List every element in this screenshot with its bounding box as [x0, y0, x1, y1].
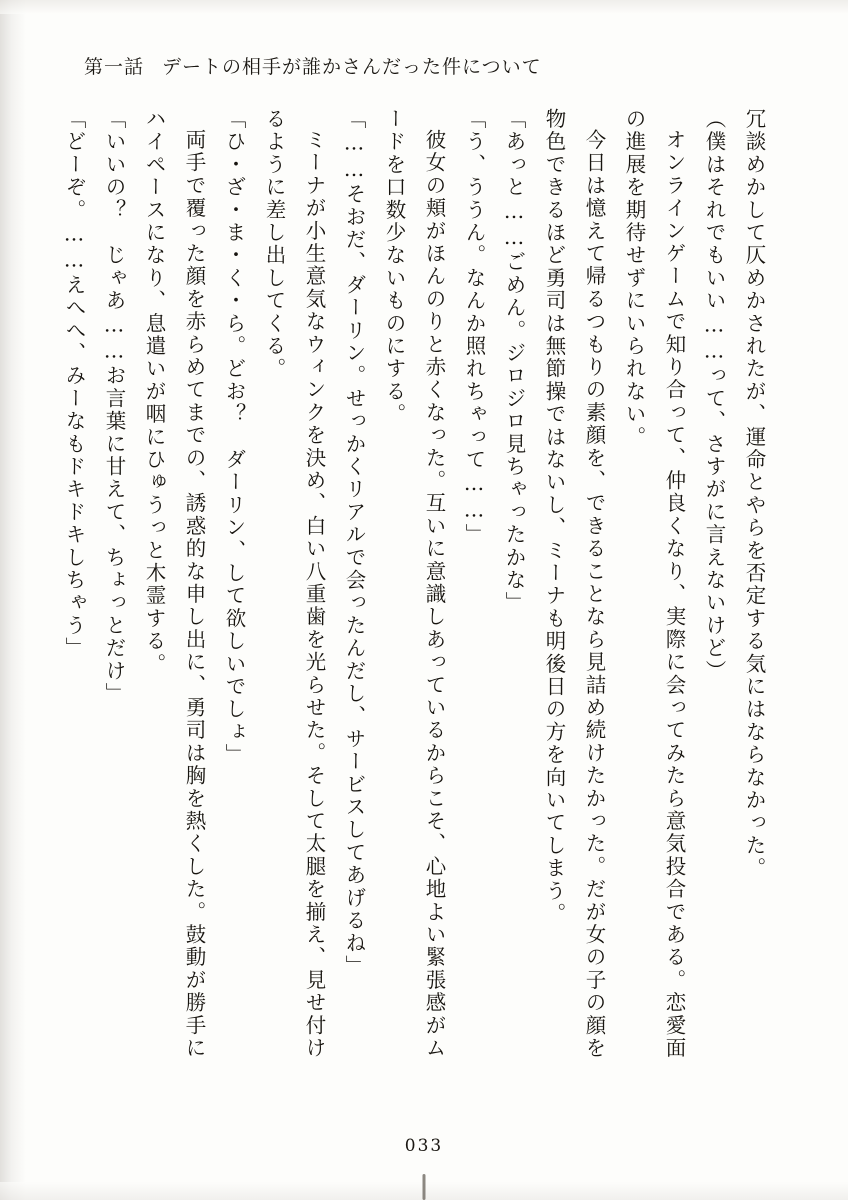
scan-edge-top — [0, 0, 848, 14]
paragraph: 両手で覆った顔を赤らめてまでの、誘惑的な申し出に、勇司は胸を熱くした。鼓動が勝手にハイペースになり、息遣いが咽にひゅうっと木霊する。 — [142, 108, 206, 1060]
paragraph: 彼女の頬がほんのりと赤くなった。互いに意識しあっているからこそ、心地よい緊張感がムードを口数少ないものにする。 — [382, 108, 446, 1060]
paragraph: 「う、ううん。なんか照れちゃって……」 — [462, 108, 486, 547]
paragraph: 「ひ・ざ・ま・く・ら。どお？ ダーリン、して欲しいでしょ」 — [222, 108, 246, 767]
spine-mark — [423, 1174, 426, 1200]
paragraph: 「どーぞ。……えへへ、みーなもドキドキしちゃう」 — [62, 108, 86, 660]
scan-edge-left — [0, 0, 26, 1200]
paragraph: ミーナが小生意気なウィンクを決め、白い八重歯を光らせた。そして太腿を揃え、見せ付けるように差し出してくる。 — [262, 108, 326, 1060]
chapter-number: 第一話 — [84, 56, 145, 78]
paragraph: （僕はそれでもいい……って、さすがに言えないけど） — [702, 108, 726, 683]
paragraph: 冗談めかして仄めかされたが、運命とやらを否定する気にはならなかった。 — [742, 108, 766, 880]
running-header — [84, 52, 542, 79]
paragraph: 「あっと……ごめん。ジロジロ見ちゃったかな」 — [502, 108, 526, 615]
paragraph: 「いいの？ じゃあ……お言葉に甘えて、ちょっとだけ」 — [102, 108, 126, 706]
paragraph: 今日は憶えて帰るつもりの素顔を、できることなら見詰め続けたかった。だが女の子の顔を物色できるほど勇司は無節操ではないし、ミーナも明後日の方を向いてしまう。 — [542, 108, 606, 1060]
page-number: 033 — [404, 1136, 444, 1156]
page-body-text — [62, 108, 774, 1060]
paragraph: 「……そおだ、ダーリン。せっかくリアルで会ったんだし、サービスしてあげるね」 — [342, 108, 366, 978]
chapter-title: デートの相手が誰かさんだった件について — [162, 56, 542, 78]
paragraph: オンラインゲームで知り合って、仲良くなり、実際に会ってみたら意気投合である。恋愛面の進展を期待せずにいられない。 — [622, 108, 686, 1060]
